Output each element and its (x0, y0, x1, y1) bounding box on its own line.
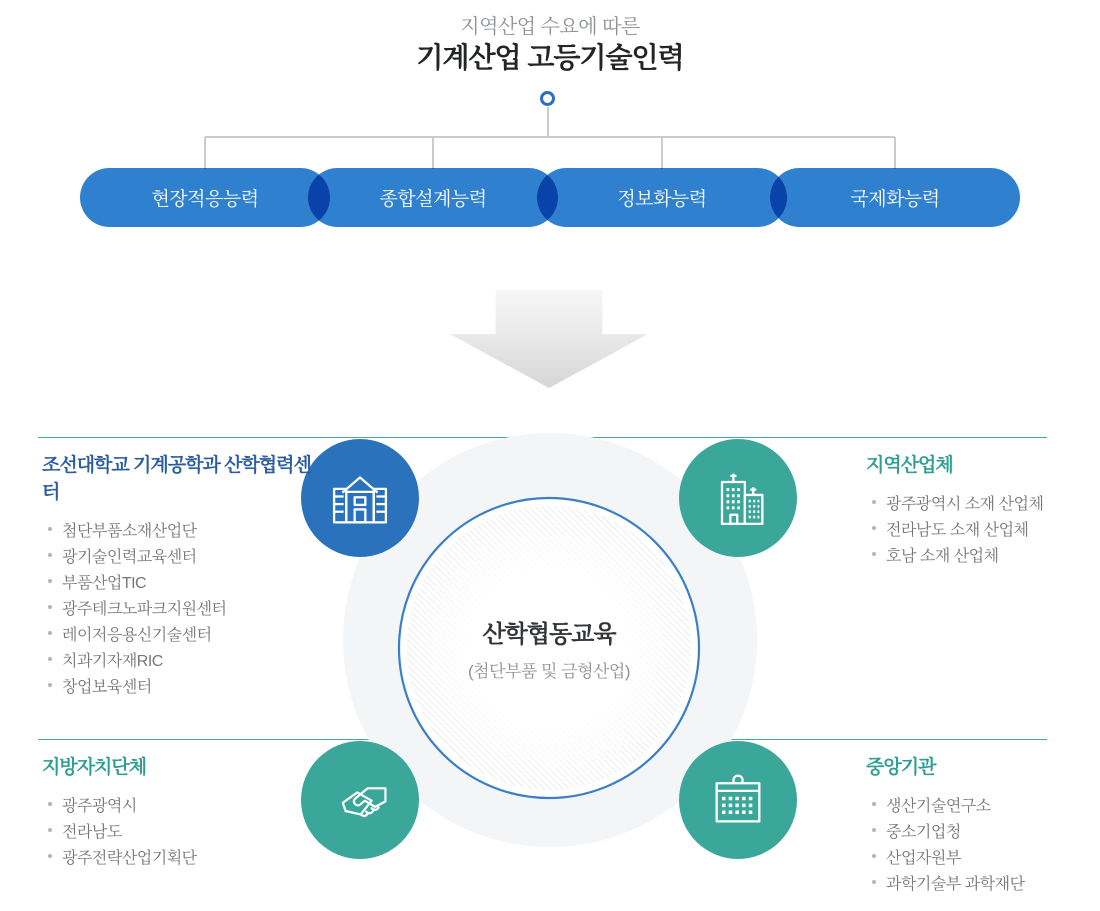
connector-drop-line (204, 137, 206, 169)
connector-node-circle (540, 91, 555, 106)
list-item: 과학기술부 과학재단 (866, 869, 1091, 895)
bullet-dot (872, 828, 876, 832)
list-item: 호남 소재 산업체 (866, 541, 1091, 567)
bullet-dot (48, 527, 52, 531)
section-central-agency (866, 752, 1091, 895)
local-government-icon-circle (301, 741, 419, 859)
section-university (42, 450, 312, 698)
connector-horizontal-line (205, 136, 895, 138)
bullet-dot (48, 683, 52, 687)
section-university-heading: 조선대학교 기계공학과 산학협력센터 (42, 455, 311, 503)
capability-pill-field-adaptation: 현장적응능력 (80, 168, 330, 227)
list-item: 부품산업TIC (42, 568, 312, 594)
list-item: 중소기업청 (866, 817, 1091, 843)
school-building-icon (328, 466, 392, 530)
section-local-government (42, 752, 312, 869)
bullet-dot (872, 500, 876, 504)
list-item: 생산기술연구소 (866, 791, 1091, 817)
handshake-icon (327, 767, 393, 833)
section-central-agency-heading: 중앙기관 (866, 757, 936, 778)
capability-pill-globalization: 국제화능력 (770, 168, 1020, 227)
section-regional-industry-list (866, 489, 1091, 567)
bullet-dot (48, 802, 52, 806)
bullet-dot (48, 828, 52, 832)
list-item: 창업보육센터 (42, 672, 312, 698)
bullet-dot (48, 553, 52, 557)
bullet-dot (872, 854, 876, 858)
diagram-subtitle: 지역산업 수요에 따른 (460, 16, 640, 38)
central-agency-icon-circle (679, 741, 797, 859)
bullet-dot (48, 605, 52, 609)
list-item: 레이저응용신기술센터 (42, 620, 312, 646)
bullet-dot (872, 552, 876, 556)
connector-drop-line (432, 137, 434, 169)
bullet-dot (872, 526, 876, 530)
list-item: 전라남도 (42, 817, 312, 843)
office-buildings-icon (706, 466, 770, 530)
bullet-dot (48, 854, 52, 858)
center-title: 산학협동교육 (482, 621, 616, 648)
section-regional-industry (866, 450, 1091, 567)
list-item: 치과기자재RIC (42, 646, 312, 672)
list-item: 광주광역시 소재 산업체 (866, 489, 1091, 515)
list-item: 산업자원부 (866, 843, 1091, 869)
section-central-agency-list (866, 791, 1091, 895)
list-item: 광기술인력교육센터 (42, 542, 312, 568)
list-item: 광주테크노파크지원센터 (42, 594, 312, 620)
center-label (399, 614, 699, 682)
bullet-dot (48, 579, 52, 583)
down-arrow-icon (450, 290, 648, 388)
center-subtitle: (첨단부품 및 금형산업) (467, 662, 631, 681)
section-local-government-list (42, 791, 312, 869)
list-item: 전라남도 소재 산업체 (866, 515, 1091, 541)
list-item: 광주광역시 (42, 791, 312, 817)
section-local-government-heading: 지방자치단체 (42, 757, 147, 778)
list-item: 광주전략산업기획단 (42, 843, 312, 869)
bullet-dot (48, 657, 52, 661)
capability-pill-information: 정보화능력 (537, 168, 787, 227)
diagram-title: 기계산업 고등기술인력 (416, 42, 684, 73)
bullet-dot (48, 631, 52, 635)
university-icon-circle (301, 439, 419, 557)
connector-drop-line (661, 137, 663, 169)
list-item: 첨단부품소재산업단 (42, 516, 312, 542)
capability-pill-integrated-design: 종합설계능력 (308, 168, 558, 227)
calendar-icon (706, 768, 770, 832)
section-regional-industry-heading: 지역산업체 (866, 455, 953, 476)
connector-stub-line (547, 107, 549, 137)
bullet-dot (872, 802, 876, 806)
connector-drop-line (894, 137, 896, 169)
bullet-dot (872, 880, 876, 884)
section-university-list (42, 516, 312, 698)
regional-industry-icon-circle (679, 439, 797, 557)
